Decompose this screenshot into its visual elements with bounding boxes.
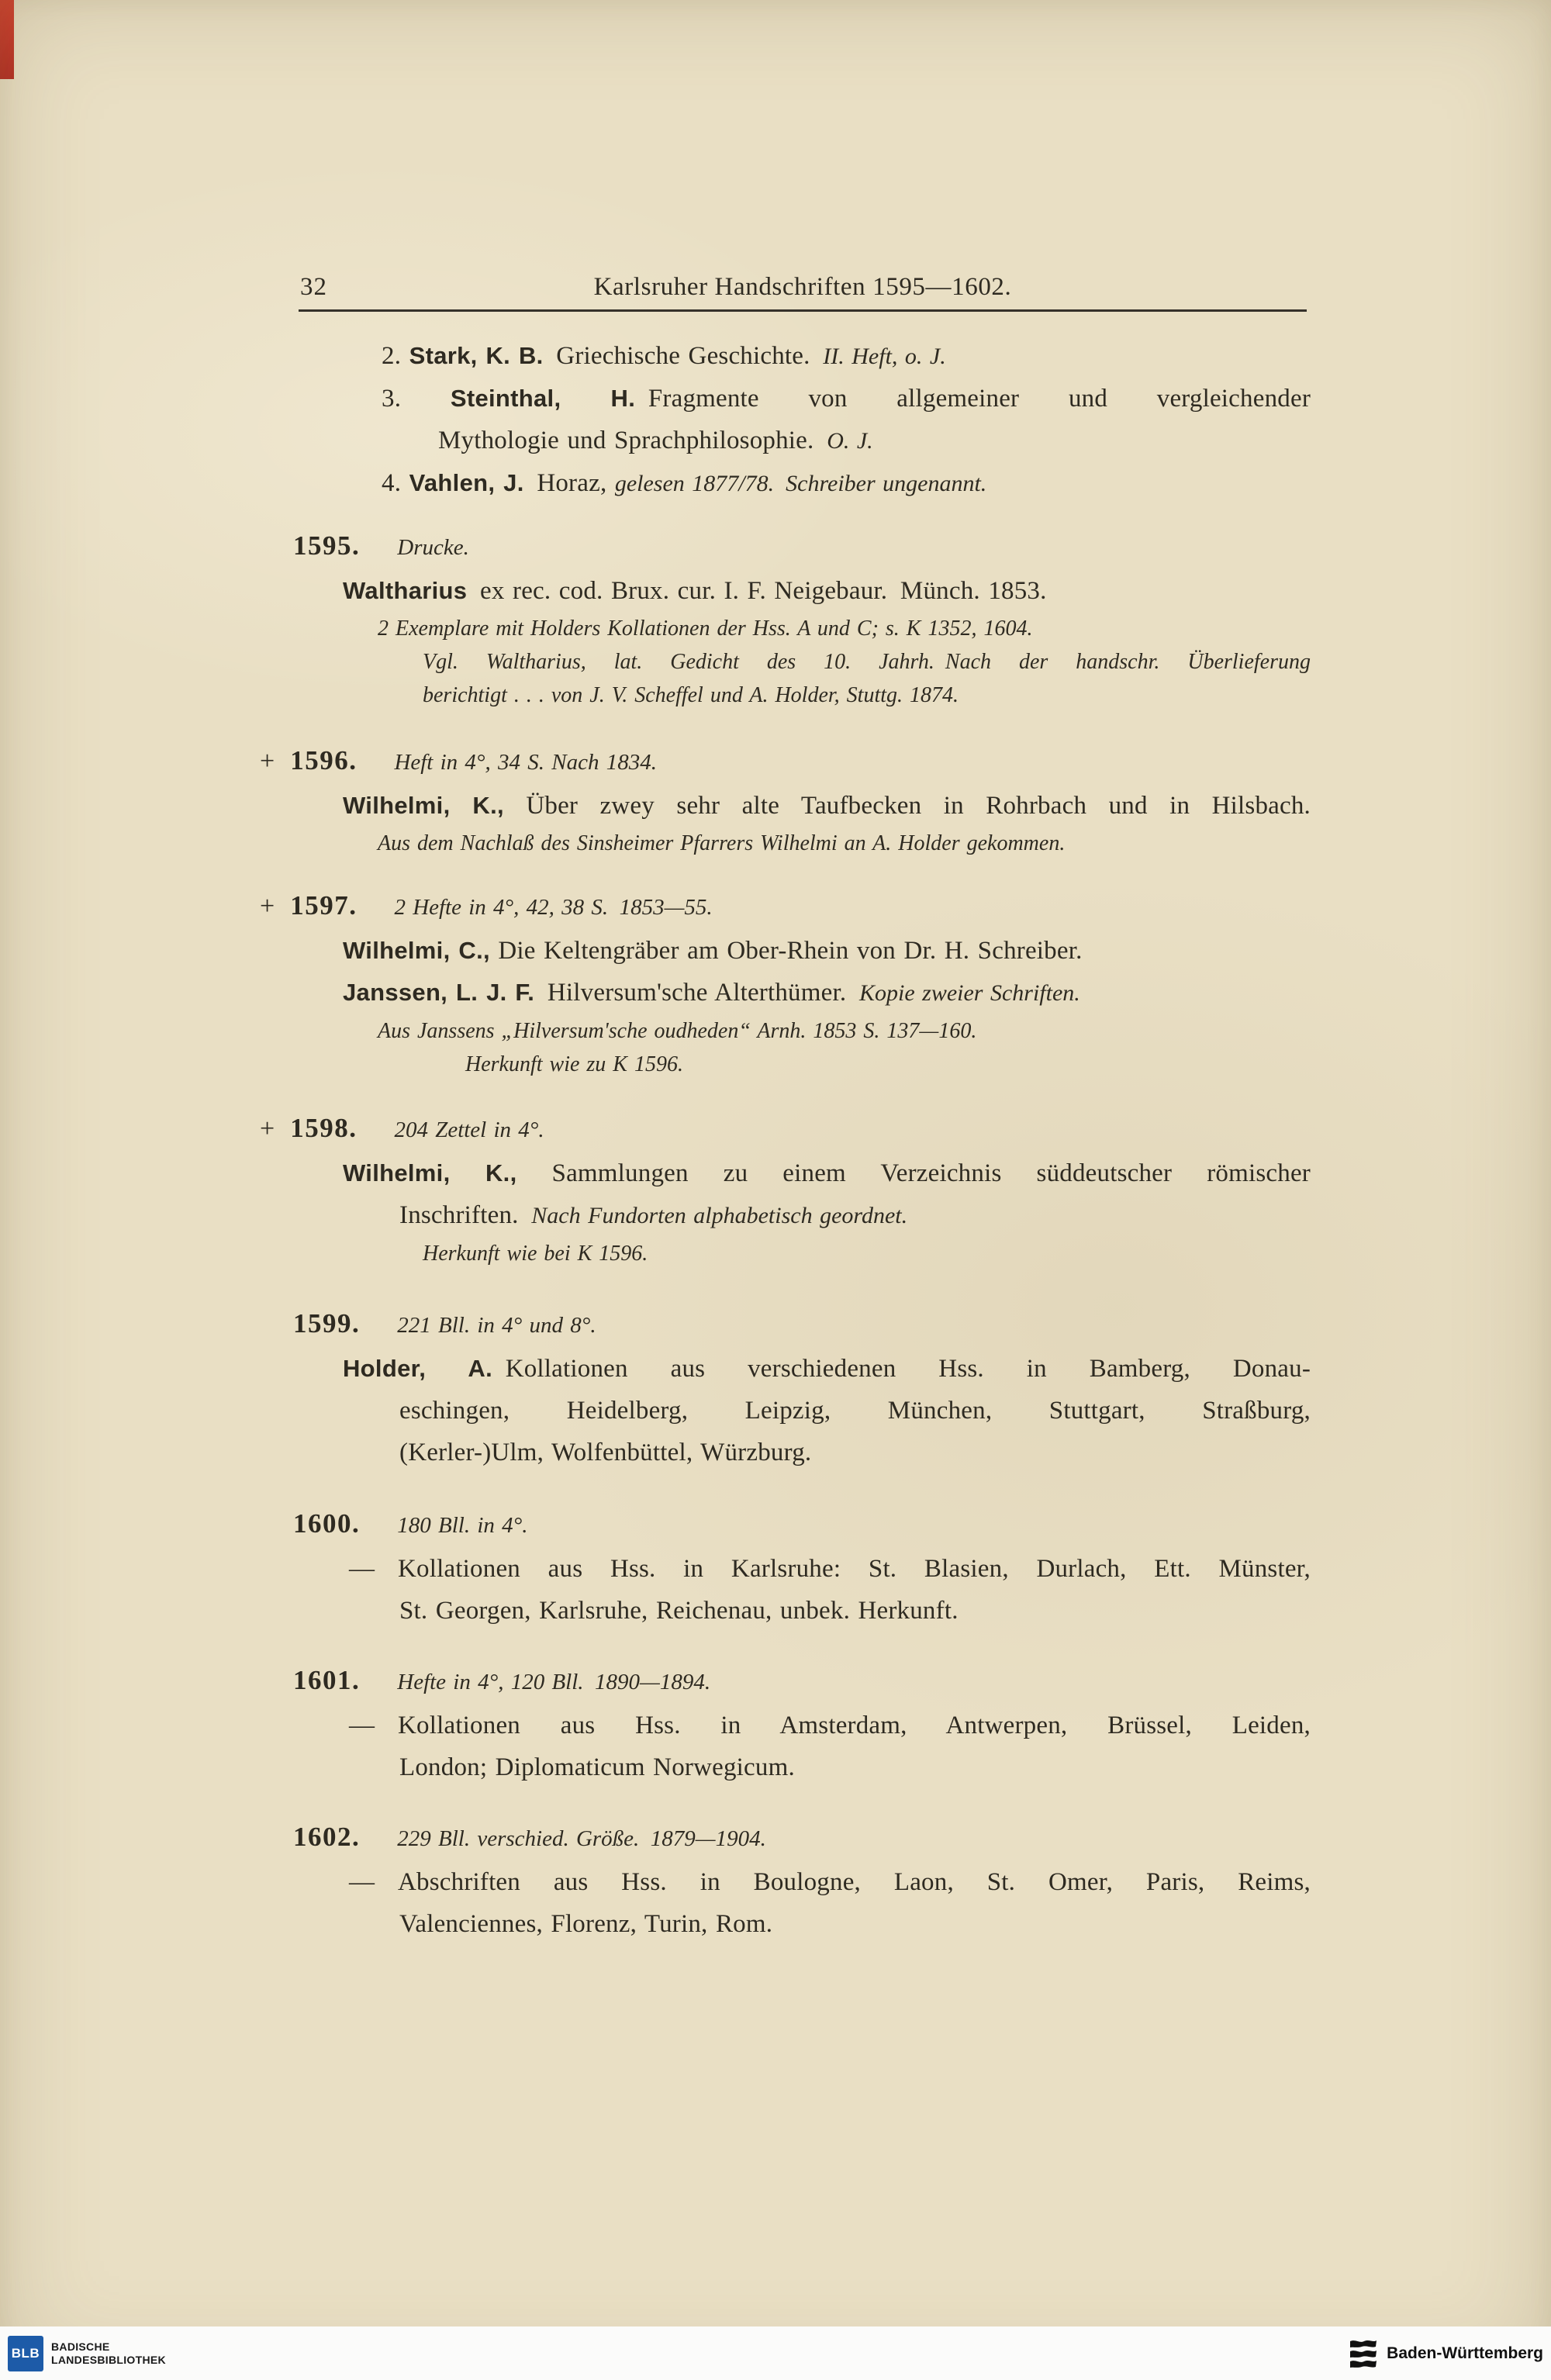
text-run-rm: Fragmente von allgemeiner und vergleichender bbox=[635, 385, 1311, 413]
page-header bbox=[299, 271, 1307, 306]
text-run-rm: Kollationen aus Hss. in Karlsruhe: St. Blasien, Durlach, Ett. Münster, bbox=[398, 1555, 1311, 1583]
text-line bbox=[256, 1048, 1311, 1081]
text-line bbox=[256, 1348, 1311, 1390]
text-run-rm: Griechische Geschichte. bbox=[543, 342, 824, 370]
text-run-rm: Hilversum'sche Alterthümer. bbox=[534, 979, 859, 1007]
text-run-b: Stark, K. B. bbox=[409, 342, 544, 369]
page-number: 32 bbox=[300, 273, 327, 301]
text-run-rm: Die Keltengräber am Ober-Rhein von Dr. H. Schreiber. bbox=[489, 937, 1083, 965]
text-line bbox=[256, 523, 1311, 570]
text-run-rm: Abschriften aus Hss. in Boulogne, Laon, St. Omer, Paris, Reims, bbox=[398, 1868, 1311, 1896]
text-run-b: Vahlen, J. bbox=[409, 469, 524, 496]
text-run-rm: 2. bbox=[382, 342, 409, 370]
text-line bbox=[256, 1861, 1311, 1903]
text-run-b: Steinthal, H. bbox=[450, 385, 636, 412]
text-run-b: Wilhelmi, K., bbox=[343, 1159, 517, 1187]
catalog-block-e1601 bbox=[256, 1658, 1311, 1788]
text-run-nit: berichtigt . . . von J. V. Scheffel und A. Holder, Stuttg. 1874. bbox=[423, 683, 959, 707]
text-run-nit: Herkunft wie zu K 1596. bbox=[465, 1052, 683, 1076]
text-run-rm: Inschriften. bbox=[399, 1201, 532, 1229]
text-run-nit: 2 Exemplare mit Holders Kollationen der Hss. A und C; s. K 1352, 1604. bbox=[378, 617, 1033, 641]
text-run-dash: — bbox=[349, 1712, 375, 1739]
bw-state-name: Baden-Württemberg bbox=[1387, 2344, 1543, 2362]
catalog-block-e1595 bbox=[256, 523, 1311, 712]
text-line bbox=[256, 679, 1311, 712]
running-title: Karlsruher Handschriften 1595—1602. bbox=[593, 273, 1012, 301]
text-line bbox=[256, 1237, 1311, 1270]
text-line bbox=[256, 785, 1311, 827]
header-rule bbox=[299, 309, 1307, 312]
text-run-info: Drucke. bbox=[397, 535, 469, 560]
text-line bbox=[256, 1301, 1311, 1348]
text-run-num: 1597. bbox=[290, 890, 358, 921]
text-run-b: Waltharius bbox=[343, 577, 468, 604]
text-run-it: Nach Fundorten alphabetisch geordnet. bbox=[531, 1203, 908, 1228]
scan-artifact-red-strip bbox=[0, 0, 14, 79]
text-run-b: Holder, A. bbox=[343, 1355, 492, 1382]
catalog-block-e1597 bbox=[256, 883, 1311, 1081]
text-line bbox=[256, 883, 1311, 930]
text-run-nit: Aus Janssens „Hilversum'sche oudheden“ Arnh. 1853 S. 137—160. bbox=[378, 1019, 977, 1043]
text-run-info: 229 Bll. verschied. Größe. 1879—1904. bbox=[397, 1826, 766, 1851]
bw-coat-of-arms-icon bbox=[1348, 2338, 1379, 2369]
text-line bbox=[256, 612, 1311, 645]
text-run-plus: + bbox=[260, 1114, 275, 1143]
text-run-dash: — bbox=[349, 1555, 375, 1583]
text-line bbox=[256, 1194, 1311, 1237]
text-line bbox=[256, 1658, 1311, 1705]
bw-logo-link[interactable] bbox=[1348, 2338, 1543, 2369]
text-run-rm: (Kerler-)Ulm, Wolfenbüttel, Würzburg. bbox=[399, 1439, 812, 1466]
text-line bbox=[256, 1106, 1311, 1152]
catalog-body bbox=[256, 335, 1311, 1945]
text-run-info: 221 Bll. in 4° und 8°. bbox=[397, 1313, 596, 1338]
library-name-line1: BADISCHE bbox=[51, 2340, 110, 2353]
text-line bbox=[256, 1501, 1311, 1548]
catalog-block-items bbox=[256, 335, 1311, 505]
text-run-num: 1600. bbox=[293, 1508, 361, 1539]
text-run-rm: Sammlungen zu einem Verzeichnis süddeutscher römischer bbox=[516, 1159, 1311, 1187]
library-name-line2: LANDESBIBLIOTHEK bbox=[51, 2353, 166, 2366]
text-line bbox=[256, 1390, 1311, 1432]
text-run-rm: St. Georgen, Karlsruhe, Reichenau, unbek. Herkunft. bbox=[399, 1597, 959, 1625]
catalog-block-e1602 bbox=[256, 1815, 1311, 1945]
text-run-it: II. Heft, o. J. bbox=[823, 344, 946, 369]
viewer-footer bbox=[0, 2326, 1551, 2380]
text-line bbox=[256, 827, 1311, 860]
blb-logo-link[interactable] bbox=[8, 2336, 166, 2371]
text-run-rm: London; Diplomaticum Norwegicum. bbox=[399, 1753, 795, 1781]
text-run-num: 1598. bbox=[290, 1113, 358, 1143]
text-run-num: 1599. bbox=[293, 1308, 361, 1339]
blb-logo: BLB bbox=[8, 2336, 43, 2371]
catalog-block-e1596 bbox=[256, 738, 1311, 860]
text-line bbox=[256, 1903, 1311, 1945]
text-line bbox=[256, 420, 1311, 462]
text-line bbox=[256, 1548, 1311, 1590]
text-run-rm: eschingen, Heidelberg, Leipzig, München, Stuttgart, Straßburg, bbox=[399, 1397, 1311, 1425]
text-run-info: 2 Hefte in 4°, 42, 38 S. 1853—55. bbox=[394, 895, 713, 920]
catalog-block-e1599 bbox=[256, 1301, 1311, 1473]
text-run-b: Wilhelmi, C., bbox=[343, 937, 490, 964]
text-run-plus: + bbox=[260, 892, 275, 921]
catalog-block-e1600 bbox=[256, 1501, 1311, 1632]
text-run-rm: 3. bbox=[382, 385, 451, 413]
text-run-it: Kopie zweier Schriften. bbox=[859, 980, 1080, 1006]
text-run-num: 1602. bbox=[293, 1822, 361, 1852]
text-run-b: Janssen, L. J. F. bbox=[343, 979, 535, 1006]
text-run-rm: Kollationen aus verschiedenen Hss. in Bamberg, Donau- bbox=[492, 1355, 1311, 1383]
text-run-b: Wilhelmi, K., bbox=[343, 792, 504, 819]
text-run-rm: ex rec. cod. Brux. cur. I. F. Neigebaur. Münch. 1853. bbox=[467, 577, 1047, 605]
text-run-info: Heft in 4°, 34 S. Nach 1834. bbox=[394, 750, 657, 775]
text-run-rm: 4. bbox=[382, 469, 409, 497]
text-run-rm: Über zwey sehr alte Taufbecken in Rohrbach und in Hilsbach. bbox=[503, 792, 1311, 820]
library-name bbox=[51, 2340, 166, 2367]
text-run-info: 180 Bll. in 4°. bbox=[397, 1513, 528, 1538]
text-run-info: Hefte in 4°, 120 Bll. 1890—1894. bbox=[397, 1670, 711, 1694]
text-line bbox=[256, 335, 1311, 378]
text-run-it: gelesen 1877/78. Schreiber ungenannt. bbox=[614, 471, 987, 496]
text-run-num: 1601. bbox=[293, 1665, 361, 1695]
text-run-info: 204 Zettel in 4°. bbox=[394, 1117, 544, 1142]
text-run-plus: + bbox=[260, 747, 275, 775]
text-run-num: 1595. bbox=[293, 530, 361, 561]
text-run-num: 1596. bbox=[290, 745, 358, 775]
text-line bbox=[256, 1590, 1311, 1632]
text-run-nit: Aus dem Nachlaß des Sinsheimer Pfarrers Wilhelmi an A. Holder gekommen. bbox=[378, 831, 1066, 855]
text-line bbox=[256, 1432, 1311, 1473]
text-run-dash: — bbox=[349, 1868, 375, 1896]
catalog-block-e1598 bbox=[256, 1106, 1311, 1270]
text-line bbox=[256, 1815, 1311, 1861]
text-line bbox=[256, 1152, 1311, 1194]
text-line bbox=[256, 1705, 1311, 1746]
text-run-rm: Valenciennes, Florenz, Turin, Rom. bbox=[399, 1910, 773, 1938]
text-run-rm: Kollationen aus Hss. in Amsterdam, Antwerpen, Brüssel, Leiden, bbox=[398, 1712, 1311, 1739]
text-line bbox=[256, 1746, 1311, 1788]
text-line bbox=[256, 738, 1311, 785]
text-run-nit: Herkunft wie bei K 1596. bbox=[423, 1242, 648, 1266]
text-run-it: O. J. bbox=[827, 428, 873, 454]
text-run-rm: Mythologie und Sprachphilosophie. bbox=[438, 427, 827, 454]
text-run-nit: Vgl. Waltharius, lat. Gedicht des 10. Jahrh. Nach der handschr. Überlieferung bbox=[423, 650, 1311, 674]
text-line bbox=[256, 972, 1311, 1014]
text-line bbox=[256, 462, 1311, 505]
text-line bbox=[256, 645, 1311, 679]
text-line bbox=[256, 930, 1311, 972]
text-line bbox=[256, 1014, 1311, 1048]
text-line bbox=[256, 378, 1311, 420]
text-run-rm: Horaz, bbox=[523, 469, 615, 497]
text-line bbox=[256, 570, 1311, 612]
